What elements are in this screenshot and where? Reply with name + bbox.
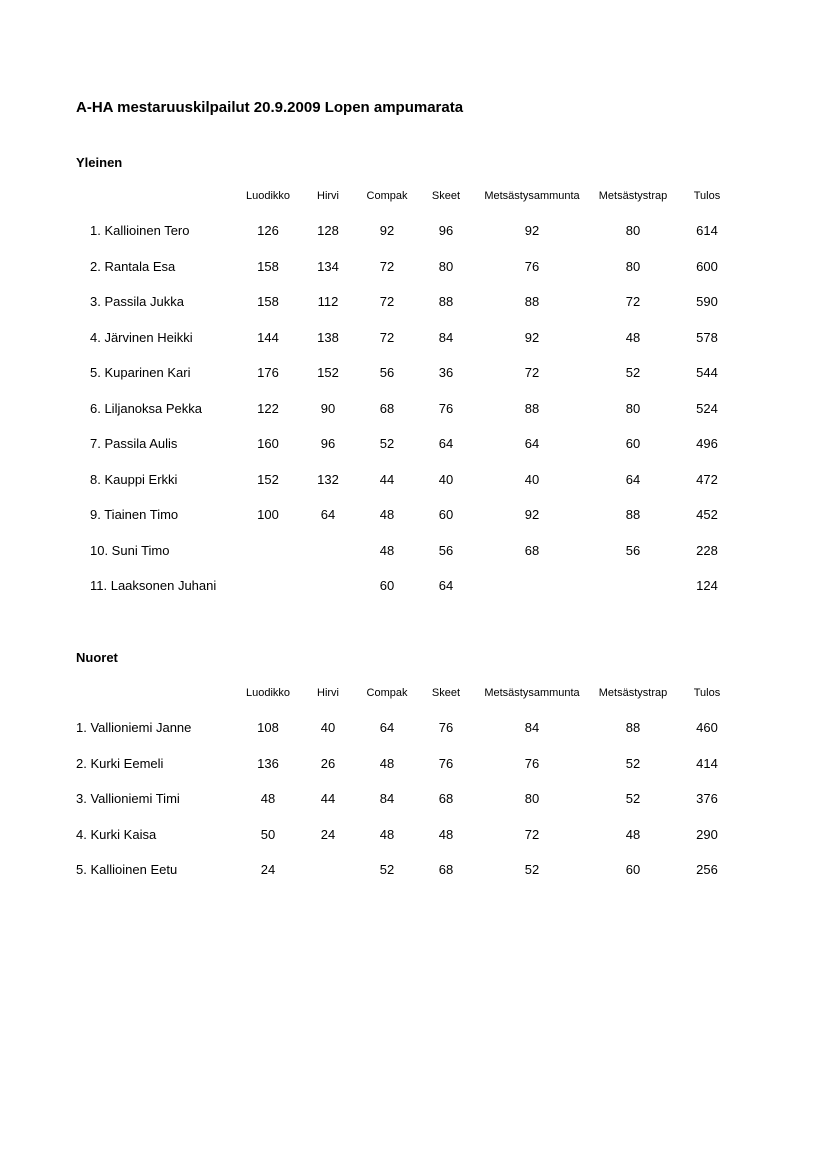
competitor-name: 2. Kurki Eemeli [76, 756, 164, 771]
score-luodikko: 136 [257, 756, 279, 771]
table-header-row [0, 687, 826, 707]
score-compak: 84 [379, 791, 395, 806]
score-skeet: 88 [438, 294, 454, 309]
competitor-name: 6. Liljanoksa Pekka [90, 401, 203, 416]
section-heading-nuoret: Nuoret [76, 650, 118, 665]
score-luodikko: 144 [257, 330, 279, 345]
score-metsastysammunta: 68 [524, 543, 540, 558]
table-row [0, 401, 826, 421]
column-header-tulos: Tulos [693, 190, 721, 202]
column-header-compak: Compak [366, 190, 408, 202]
score-luodikko: 158 [257, 294, 279, 309]
score-total: 544 [696, 365, 718, 380]
competitor-name: 3. Passila Jukka [90, 294, 184, 309]
table-row [0, 862, 826, 882]
score-luodikko: 24 [260, 862, 276, 877]
column-header-skeet: Skeet [431, 687, 461, 699]
score-luodikko: 122 [257, 401, 279, 416]
score-skeet: 80 [438, 259, 454, 274]
score-hirvi: 132 [317, 472, 339, 487]
score-luodikko: 158 [257, 259, 279, 274]
score-total: 460 [696, 720, 718, 735]
column-header-metsastystrap: Metsästystrap [598, 190, 668, 202]
score-compak: 72 [379, 294, 395, 309]
competitor-name: 4. Järvinen Heikki [90, 330, 193, 345]
score-skeet: 68 [438, 862, 454, 877]
competitor-name: 11. Laaksonen Juhani [90, 578, 217, 593]
score-total: 614 [696, 223, 718, 238]
score-skeet: 56 [438, 543, 454, 558]
score-metsastystrap: 88 [625, 720, 641, 735]
table-row [0, 791, 826, 811]
score-metsastysammunta: 80 [524, 791, 540, 806]
column-header-metsastysammunta: Metsästysammunta [484, 190, 580, 202]
score-compak: 56 [379, 365, 395, 380]
score-luodikko: 108 [257, 720, 279, 735]
score-total: 452 [696, 507, 718, 522]
score-skeet: 60 [438, 507, 454, 522]
score-hirvi: 90 [320, 401, 336, 416]
score-skeet: 64 [438, 436, 454, 451]
competitor-name: 7. Passila Aulis [90, 436, 178, 451]
score-skeet: 48 [438, 827, 454, 842]
competitor-name: 10. Suni Timo [90, 543, 170, 558]
score-hirvi: 24 [320, 827, 336, 842]
document-title: A-HA mestaruuskilpailut 20.9.2009 Lopen ampumarata [76, 99, 464, 116]
score-metsastystrap: 72 [625, 294, 641, 309]
column-header-skeet: Skeet [431, 190, 461, 202]
score-metsastysammunta: 88 [524, 401, 540, 416]
table-row [0, 294, 826, 314]
score-luodikko: 152 [257, 472, 279, 487]
score-compak: 72 [379, 259, 395, 274]
table-row [0, 543, 826, 563]
section-heading-yleinen: Yleinen [76, 155, 123, 170]
table-row [0, 330, 826, 350]
competitor-name: 2. Rantala Esa [90, 259, 176, 274]
score-total: 256 [696, 862, 718, 877]
score-total: 590 [696, 294, 718, 309]
score-compak: 48 [379, 827, 395, 842]
score-hirvi: 134 [317, 259, 339, 274]
score-metsastystrap: 52 [625, 756, 641, 771]
competitor-name: 1. Vallioniemi Janne [76, 720, 192, 735]
competitor-name: 5. Kallioinen Eetu [76, 862, 178, 877]
score-metsastysammunta: 72 [524, 365, 540, 380]
table-row [0, 720, 826, 740]
score-metsastystrap: 60 [625, 436, 641, 451]
score-hirvi: 44 [320, 791, 336, 806]
score-metsastystrap: 88 [625, 507, 641, 522]
column-header-compak: Compak [366, 687, 408, 699]
score-compak: 48 [379, 543, 395, 558]
score-total: 496 [696, 436, 718, 451]
score-hirvi: 26 [320, 756, 336, 771]
column-header-hirvi: Hirvi [317, 687, 339, 699]
competitor-name: 9. Tiainen Timo [90, 507, 179, 522]
column-header-tulos: Tulos [693, 687, 721, 699]
score-metsastystrap: 80 [625, 259, 641, 274]
table-row [0, 472, 826, 492]
score-metsastystrap: 64 [625, 472, 641, 487]
table-row [0, 827, 826, 847]
table-row [0, 365, 826, 385]
competitor-name: 3. Vallioniemi Timi [76, 791, 180, 806]
table-row [0, 436, 826, 456]
table-header-row [0, 190, 826, 210]
score-hirvi: 138 [317, 330, 339, 345]
score-hirvi: 64 [320, 507, 336, 522]
table-row [0, 578, 826, 598]
score-hirvi: 96 [320, 436, 336, 451]
score-compak: 52 [379, 436, 395, 451]
score-compak: 64 [379, 720, 395, 735]
competitor-name: 8. Kauppi Erkki [90, 472, 178, 487]
score-hirvi: 112 [317, 294, 339, 309]
score-total: 600 [696, 259, 718, 274]
score-metsastysammunta: 92 [524, 330, 540, 345]
score-total: 228 [696, 543, 718, 558]
score-skeet: 76 [438, 756, 454, 771]
score-metsastysammunta: 72 [524, 827, 540, 842]
score-metsastystrap: 56 [625, 543, 641, 558]
table-row [0, 259, 826, 279]
score-luodikko: 176 [257, 365, 279, 380]
score-luodikko: 100 [257, 507, 279, 522]
score-skeet: 64 [438, 578, 454, 593]
score-compak: 68 [379, 401, 395, 416]
score-metsastysammunta: 76 [524, 259, 540, 274]
score-luodikko: 126 [257, 223, 279, 238]
score-compak: 72 [379, 330, 395, 345]
score-total: 524 [696, 401, 718, 416]
score-hirvi: 128 [317, 223, 339, 238]
table-row [0, 223, 826, 243]
score-luodikko: 50 [260, 827, 276, 842]
column-header-luodikko: Luodikko [245, 687, 291, 699]
score-metsastysammunta: 88 [524, 294, 540, 309]
score-skeet: 96 [438, 223, 454, 238]
column-header-metsastysammunta: Metsästysammunta [484, 687, 580, 699]
score-total: 376 [696, 791, 718, 806]
score-skeet: 76 [438, 401, 454, 416]
score-skeet: 68 [438, 791, 454, 806]
column-header-hirvi: Hirvi [317, 190, 339, 202]
score-metsastystrap: 52 [625, 365, 641, 380]
score-metsastystrap: 52 [625, 791, 641, 806]
score-metsastysammunta: 64 [524, 436, 540, 451]
score-metsastysammunta: 92 [524, 507, 540, 522]
score-metsastysammunta: 76 [524, 756, 540, 771]
score-luodikko: 48 [260, 791, 276, 806]
score-compak: 48 [379, 756, 395, 771]
score-metsastysammunta: 92 [524, 223, 540, 238]
competitor-name: 5. Kuparinen Kari [90, 365, 191, 380]
score-metsastystrap: 48 [625, 330, 641, 345]
competitor-name: 4. Kurki Kaisa [76, 827, 157, 842]
score-metsastystrap: 80 [625, 401, 641, 416]
score-total: 414 [696, 756, 718, 771]
score-metsastysammunta: 84 [524, 720, 540, 735]
score-total: 578 [696, 330, 718, 345]
score-metsastystrap: 60 [625, 862, 641, 877]
score-compak: 52 [379, 862, 395, 877]
table-row [0, 507, 826, 527]
competitor-name: 1. Kallioinen Tero [90, 223, 190, 238]
score-total: 124 [696, 578, 718, 593]
score-metsastysammunta: 52 [524, 862, 540, 877]
score-compak: 60 [379, 578, 395, 593]
score-luodikko: 160 [257, 436, 279, 451]
score-skeet: 36 [438, 365, 454, 380]
score-total: 472 [696, 472, 718, 487]
score-total: 290 [696, 827, 718, 842]
column-header-metsastystrap: Metsästystrap [598, 687, 668, 699]
score-skeet: 84 [438, 330, 454, 345]
score-compak: 92 [379, 223, 395, 238]
score-metsastysammunta: 40 [524, 472, 540, 487]
column-header-luodikko: Luodikko [245, 190, 291, 202]
score-compak: 44 [379, 472, 395, 487]
score-skeet: 40 [438, 472, 454, 487]
score-metsastystrap: 48 [625, 827, 641, 842]
score-metsastystrap: 80 [625, 223, 641, 238]
score-hirvi: 40 [320, 720, 336, 735]
score-hirvi: 152 [317, 365, 339, 380]
table-row [0, 756, 826, 776]
score-skeet: 76 [438, 720, 454, 735]
score-compak: 48 [379, 507, 395, 522]
